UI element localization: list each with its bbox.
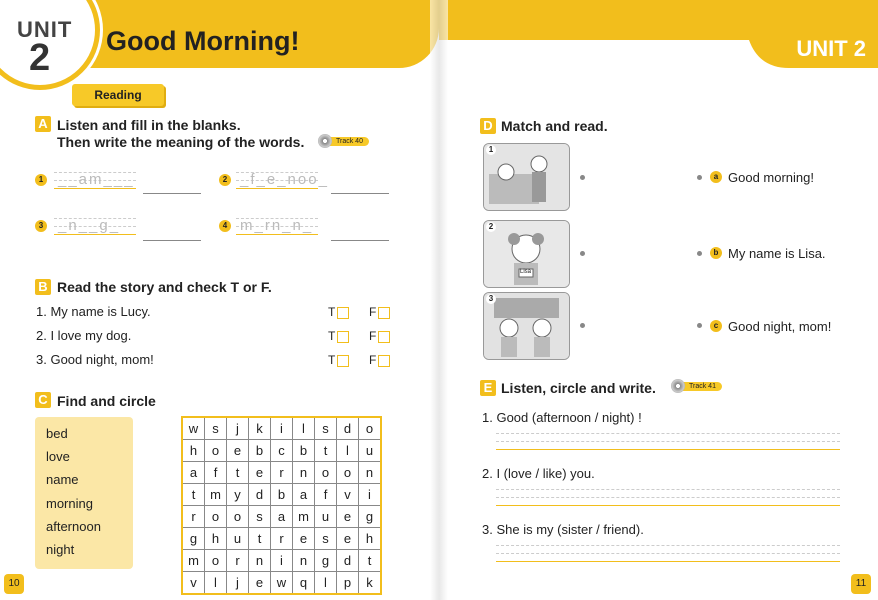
- option-letter-c: c: [710, 320, 722, 332]
- false-checkbox-1[interactable]: [369, 305, 390, 319]
- grid-cell[interactable]: s: [315, 528, 337, 550]
- picture-1: [483, 143, 570, 211]
- grid-cell[interactable]: b: [271, 484, 293, 506]
- track-40-button[interactable]: [322, 137, 369, 146]
- grid-cell[interactable]: u: [227, 528, 249, 550]
- grid-cell[interactable]: a: [293, 484, 315, 506]
- unit-number: 2: [29, 37, 51, 79]
- grid-cell[interactable]: t: [359, 550, 382, 572]
- section-e-title: Listen, circle and write.: [501, 380, 656, 396]
- t-label: T: [328, 305, 336, 319]
- grid-cell[interactable]: e: [249, 572, 271, 595]
- grid-cell[interactable]: y: [227, 484, 249, 506]
- section-d-title: Match and read.: [501, 118, 608, 134]
- f-label: F: [369, 329, 377, 343]
- section-e-letter: E: [480, 380, 496, 396]
- grid-cell[interactable]: n: [293, 550, 315, 572]
- grid-cell[interactable]: g: [359, 506, 382, 528]
- reading-tag: Reading: [72, 84, 164, 106]
- grid-cell[interactable]: q: [293, 572, 315, 595]
- meaning-blank-3[interactable]: [143, 240, 201, 241]
- unit-badge: [0, 0, 100, 90]
- grid-row: [182, 528, 381, 550]
- picture-number: 3: [486, 294, 496, 304]
- page-number-left: 10: [4, 574, 24, 594]
- grid-row: [182, 484, 381, 506]
- meaning-blank-1[interactable]: [143, 193, 201, 194]
- option-text-b: My name is Lisa.: [728, 246, 826, 261]
- unit-word: UNIT: [17, 17, 73, 42]
- grid-cell[interactable]: e: [293, 528, 315, 550]
- picture-number: 1: [486, 145, 496, 155]
- grid-cell[interactable]: o: [359, 417, 382, 440]
- t-label: T: [328, 329, 336, 343]
- item-number: 2: [219, 174, 231, 186]
- item-number: 1: [35, 174, 47, 186]
- track-label: Track 41: [689, 383, 716, 390]
- grid-cell[interactable]: t: [182, 484, 205, 506]
- grid-cell[interactable]: i: [271, 550, 293, 572]
- grid-cell[interactable]: o: [205, 440, 227, 462]
- grid-cell[interactable]: i: [271, 417, 293, 440]
- grid-cell[interactable]: b: [293, 440, 315, 462]
- trace-word-2[interactable]: [236, 168, 329, 196]
- word-item: name: [46, 472, 79, 487]
- grid-cell[interactable]: m: [182, 550, 205, 572]
- grid-row: [182, 572, 381, 595]
- f-label: F: [369, 305, 377, 319]
- grid-cell[interactable]: h: [205, 528, 227, 550]
- grid-cell[interactable]: p: [337, 572, 359, 595]
- grid-cell[interactable]: j: [227, 572, 249, 595]
- match-dot-left-2[interactable]: [580, 251, 585, 256]
- grid-row: [182, 417, 381, 440]
- grid-cell[interactable]: u: [315, 506, 337, 528]
- grid-cell[interactable]: t: [227, 462, 249, 484]
- false-checkbox-3[interactable]: [369, 353, 390, 367]
- grid-cell[interactable]: h: [182, 440, 205, 462]
- trace-text: _n__g_: [58, 217, 121, 234]
- write-line-3[interactable]: [496, 545, 840, 569]
- cd-icon: [671, 379, 685, 393]
- trace-text: __am___: [58, 171, 135, 188]
- grid-cell[interactable]: b: [249, 440, 271, 462]
- girl-illustration: [484, 221, 569, 287]
- grid-cell[interactable]: f: [205, 462, 227, 484]
- name-tag: Lisa: [520, 269, 532, 275]
- grid-row: [182, 440, 381, 462]
- book-gutter: [430, 0, 448, 600]
- track-41-button[interactable]: [675, 382, 722, 391]
- trace-word-4[interactable]: [236, 214, 318, 242]
- page-number-right: 11: [851, 574, 871, 594]
- true-checkbox-2[interactable]: [328, 329, 349, 343]
- section-b-letter: B: [35, 279, 51, 295]
- section-a-title-1: Listen and fill in the blanks.: [57, 117, 241, 133]
- section-b-title: Read the story and check T or F.: [57, 279, 272, 295]
- trace-word-3[interactable]: [54, 214, 136, 242]
- section-c-title: Find and circle: [57, 393, 156, 409]
- match-dot-right-a[interactable]: [697, 175, 702, 180]
- match-dot-right-c[interactable]: [697, 323, 702, 328]
- grid-cell[interactable]: t: [249, 528, 271, 550]
- grid-cell[interactable]: r: [271, 528, 293, 550]
- picture-2: [483, 220, 570, 288]
- trace-text: _f_e_noo_: [240, 171, 329, 188]
- t-label: T: [328, 353, 336, 367]
- grid-cell[interactable]: g: [182, 528, 205, 550]
- grid-cell[interactable]: v: [337, 484, 359, 506]
- word-item: morning: [46, 496, 93, 511]
- grid-cell[interactable]: m: [293, 506, 315, 528]
- grid-cell[interactable]: o: [205, 550, 227, 572]
- grid-cell[interactable]: v: [182, 572, 205, 595]
- grid-cell[interactable]: n: [359, 462, 382, 484]
- grid-cell[interactable]: l: [337, 440, 359, 462]
- match-dot-left-3[interactable]: [580, 323, 585, 328]
- item-number: 4: [219, 220, 231, 232]
- track-label: Track 40: [336, 138, 363, 145]
- e-statement-3: 3. She is my (sister / friend).: [482, 522, 644, 537]
- grid-cell[interactable]: g: [315, 550, 337, 572]
- e-statement-1: 1. Good (afternoon / night) !: [482, 410, 642, 425]
- trace-text: m_rn_n_: [240, 217, 314, 234]
- grid-cell[interactable]: e: [337, 506, 359, 528]
- bedtime-illustration: [484, 144, 569, 210]
- word-item: night: [46, 542, 75, 557]
- e-statement-2: 2. I (love / like) you.: [482, 466, 595, 481]
- grid-cell[interactable]: u: [359, 440, 382, 462]
- cd-icon: [318, 134, 332, 148]
- grid-cell[interactable]: k: [249, 417, 271, 440]
- grid-cell[interactable]: k: [359, 572, 382, 595]
- meaning-blank-4[interactable]: [331, 240, 389, 241]
- option-letter-b: b: [710, 247, 722, 259]
- grid-cell[interactable]: e: [227, 440, 249, 462]
- section-d-letter: D: [480, 118, 496, 134]
- grid-cell[interactable]: w: [182, 417, 205, 440]
- grid-cell[interactable]: c: [271, 440, 293, 462]
- option-text-a: Good morning!: [728, 170, 814, 185]
- word-item: afternoon: [46, 519, 101, 534]
- grid-cell[interactable]: r: [182, 506, 205, 528]
- grid-cell[interactable]: s: [205, 417, 227, 440]
- kids-outside-illustration: [484, 293, 569, 359]
- grid-cell[interactable]: a: [182, 462, 205, 484]
- match-dot-right-b[interactable]: [697, 251, 702, 256]
- section-a-title-2: Then write the meaning of the words.: [57, 134, 305, 150]
- grid-cell[interactable]: s: [249, 506, 271, 528]
- true-checkbox-3[interactable]: [328, 353, 349, 367]
- grid-cell[interactable]: d: [337, 417, 359, 440]
- grid-cell[interactable]: w: [271, 572, 293, 595]
- grid-cell[interactable]: d: [337, 550, 359, 572]
- meaning-blank-2[interactable]: [331, 193, 389, 194]
- write-line-1[interactable]: [496, 433, 840, 457]
- true-checkbox-1[interactable]: [328, 305, 349, 319]
- grid-cell[interactable]: f: [315, 484, 337, 506]
- grid-cell[interactable]: o: [337, 462, 359, 484]
- statement-3: 3. Good night, mom!: [36, 352, 154, 367]
- grid-cell[interactable]: e: [337, 528, 359, 550]
- picture-3: [483, 292, 570, 360]
- grid-cell[interactable]: m: [205, 484, 227, 506]
- page-title: Good Morning!: [106, 26, 300, 56]
- grid-cell[interactable]: o: [205, 506, 227, 528]
- grid-cell[interactable]: r: [271, 462, 293, 484]
- grid-cell[interactable]: r: [227, 550, 249, 572]
- word-list: [35, 417, 133, 569]
- section-c-letter: C: [35, 392, 51, 408]
- statement-2: 2. I love my dog.: [36, 328, 132, 343]
- grid-cell[interactable]: i: [359, 484, 382, 506]
- word-search-grid[interactable]: [181, 416, 382, 595]
- grid-cell[interactable]: o: [227, 506, 249, 528]
- word-item: love: [46, 449, 70, 464]
- grid-cell[interactable]: d: [249, 484, 271, 506]
- statement-1: 1. My name is Lucy.: [36, 304, 151, 319]
- item-number: 3: [35, 220, 47, 232]
- grid-cell[interactable]: e: [249, 462, 271, 484]
- word-item: bed: [46, 426, 68, 441]
- grid-cell[interactable]: n: [293, 462, 315, 484]
- grid-cell[interactable]: t: [315, 440, 337, 462]
- option-text-c: Good night, mom!: [728, 319, 832, 334]
- grid-row: [182, 550, 381, 572]
- option-letter-a: a: [710, 171, 722, 183]
- section-a-letter: A: [35, 116, 51, 132]
- picture-number: 2: [486, 222, 496, 232]
- grid-cell[interactable]: n: [249, 550, 271, 572]
- grid-cell[interactable]: l: [293, 417, 315, 440]
- trace-word-1[interactable]: [54, 168, 136, 196]
- f-label: F: [369, 353, 377, 367]
- grid-cell[interactable]: s: [315, 417, 337, 440]
- grid-cell[interactable]: l: [315, 572, 337, 595]
- grid-cell[interactable]: h: [359, 528, 382, 550]
- grid-row: [182, 506, 381, 528]
- unit-label: UNIT 2: [796, 36, 866, 61]
- grid-cell[interactable]: o: [315, 462, 337, 484]
- grid-cell[interactable]: j: [227, 417, 249, 440]
- match-dot-left-1[interactable]: [580, 175, 585, 180]
- grid-cell[interactable]: l: [205, 572, 227, 595]
- right-page: [439, 0, 878, 600]
- false-checkbox-2[interactable]: [369, 329, 390, 343]
- grid-cell[interactable]: a: [271, 506, 293, 528]
- grid-row: [182, 462, 381, 484]
- write-line-2[interactable]: [496, 489, 840, 513]
